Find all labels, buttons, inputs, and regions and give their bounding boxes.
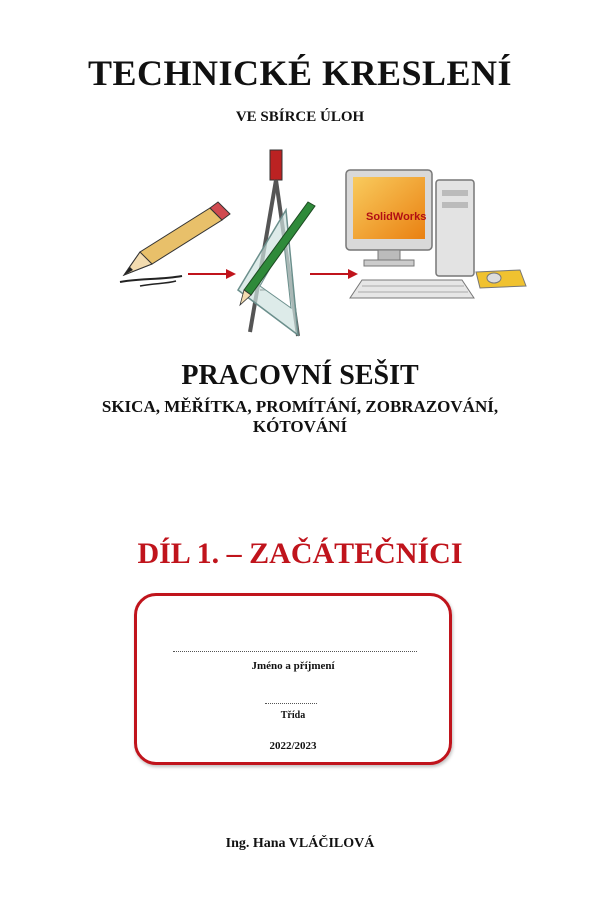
name-fill-line: [173, 651, 417, 652]
topics-line: SKICA, MĚŘÍTKA, PROMÍTÁNÍ, ZOBRAZOVÁNÍ,: [101, 397, 499, 416]
compass-icon: [238, 150, 315, 336]
document-title: TECHNICKÉ KRESLENÍ: [87, 53, 513, 93]
name-label: Jméno a příjmení: [251, 660, 335, 672]
logo-text: SolidWorks: [366, 211, 427, 223]
student-info-box: [134, 593, 452, 765]
workbook-topics: [60, 397, 540, 437]
part-title: DÍL 1. – ZAČÁTEČNÍCI: [137, 537, 463, 570]
document-subtitle: VE SBÍRCE ÚLOH: [235, 109, 365, 125]
illustration: [110, 140, 540, 350]
computer-icon: [346, 170, 526, 298]
arrow-icon: [188, 269, 236, 279]
class-fill-line: [265, 703, 317, 704]
topics-line: KÓTOVÁNÍ: [252, 417, 348, 436]
author-name: Ing. Hana VLÁČILOVÁ: [225, 836, 375, 851]
school-year: 2022/2023: [269, 740, 317, 752]
workbook-title: PRACOVNÍ SEŠIT: [181, 360, 419, 391]
arrow-icon: [310, 269, 358, 279]
class-label: Třída: [280, 710, 306, 721]
